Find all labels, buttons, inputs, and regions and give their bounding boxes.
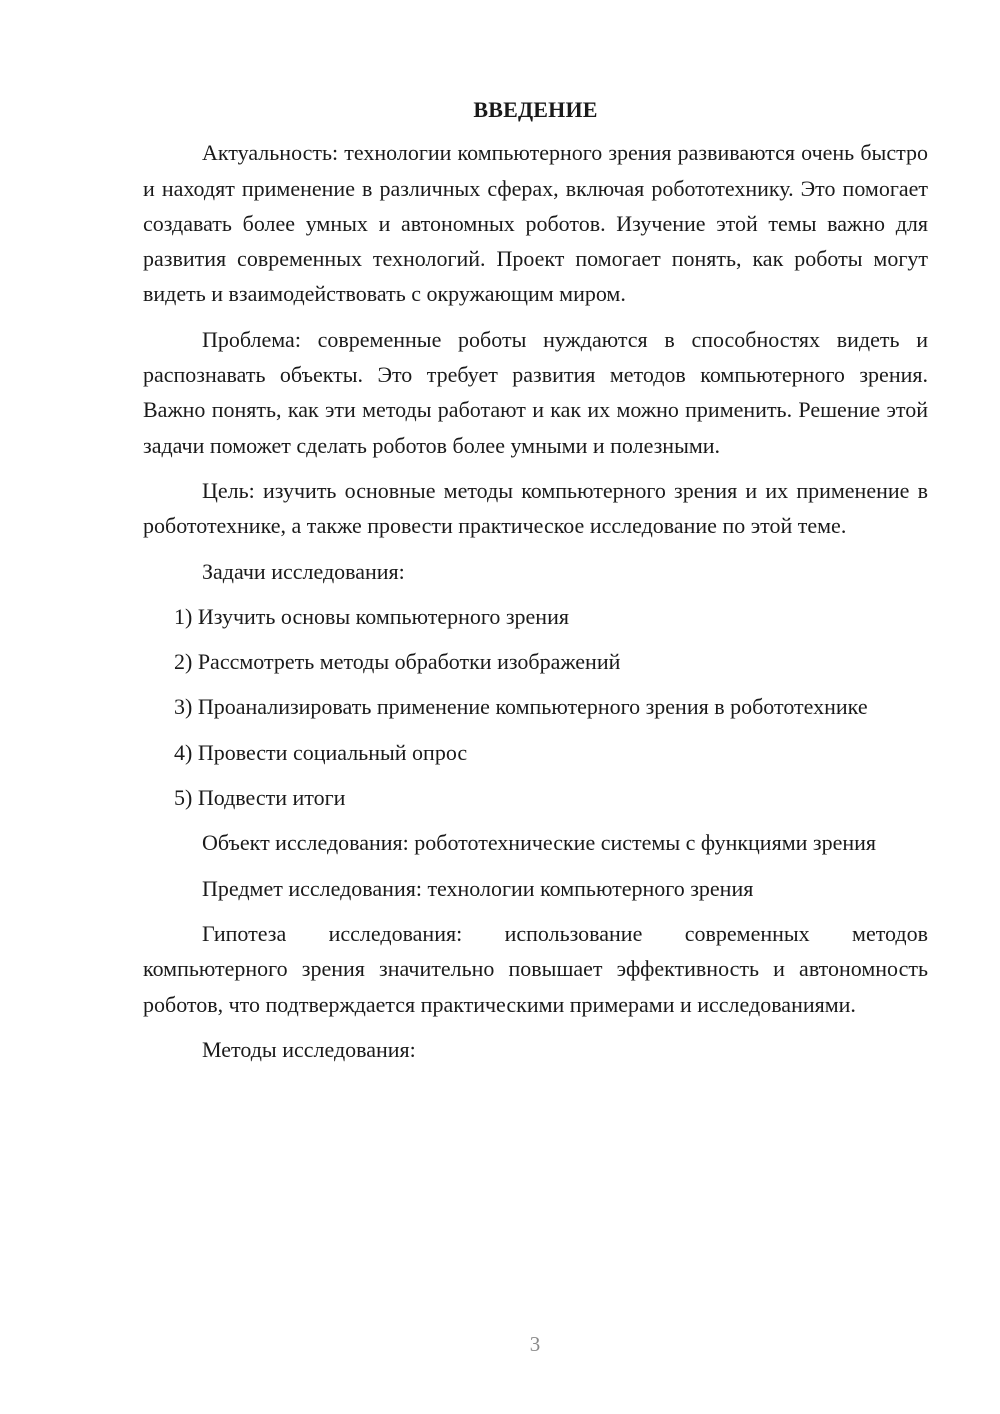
paragraph-goal: Цель: изучить основные методы компьютерного зрения и их применение в робототехнике, а также провести практическое исследование по этой теме. (143, 477, 928, 539)
page-title: ВВЕДЕНИЕ (473, 97, 598, 122)
task-item: 4) Провести социальный опрос (174, 739, 468, 765)
task-item: 5) Подвести итоги (174, 785, 346, 811)
paragraph-hypothesis: Гипотеза исследования: использование современных методов компьютерного зрения значительно повышает эффективность и автономность роботов, что подтверждается практическими примерами и исследованиями. (143, 920, 928, 1017)
task-item: 2) Рассмотреть методы обработки изображений (174, 649, 621, 675)
task-item: 1) Изучить основы компьютерного зрения (174, 603, 569, 629)
page-number: 3 (529, 1332, 541, 1356)
tasks-heading: Задачи исследования: (202, 558, 405, 584)
document-page (143, 92, 928, 1077)
methods-heading: Методы исследования: (202, 1036, 416, 1062)
paragraph-subject: Предмет исследования: технологии компьютерного зрения (202, 875, 754, 901)
paragraph-problem: Проблема: современные роботы нуждаются в способностях видеть и распознавать объекты. Это требует развития методов компьютерного зрения. Важно понять, как эти методы работают и как их можно применить. Решение этой задачи поможет сделать роботов более умными и полезными. (143, 326, 928, 458)
paragraph-object: Объект исследования: робототехнические системы с функциями зрения (202, 830, 877, 856)
paragraph-relevance: Актуальность: технологии компьютерного зрения развиваются очень быстро и находят применение в различных сферах, включая робототехнику. Это помогает создавать более умных и автономных роботов. Изучение этой темы важно для развития современных технологий. Проект помогает понять, как роботы могут видеть и взаимодействовать с окружающим миром. (143, 140, 928, 307)
task-item: 3) Проанализировать применение компьютерного зрения в робототехнике (174, 694, 868, 720)
